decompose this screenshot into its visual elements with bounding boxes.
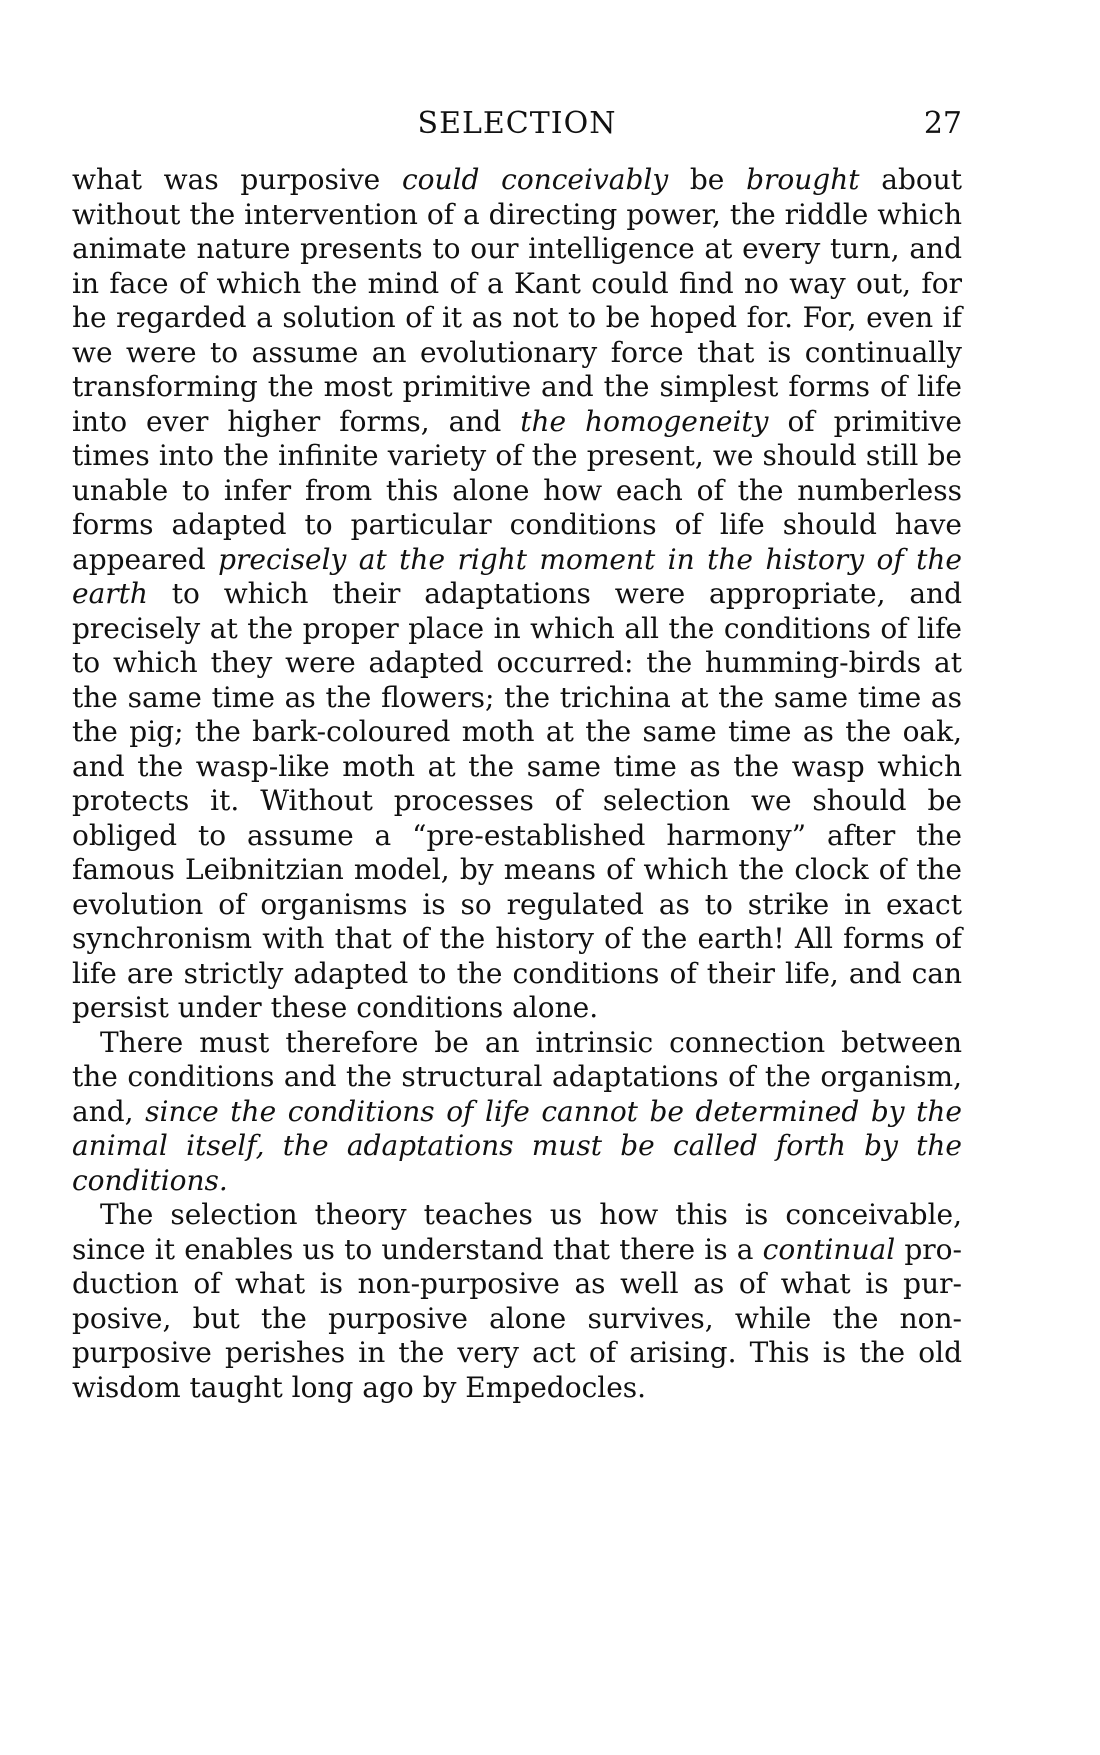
running-head: [72, 104, 962, 144]
italic-text: since the conditions of life cannot be determined by the animal itself, the adaptations must be called forth by the conditions.: [72, 1094, 963, 1197]
text-run: what was purposive: [72, 163, 402, 196]
text-run: production of what is non-purposive as well as of what is purposive, but the purposive alone survives, while the non-purposive perishes in the very act of arising. This is the old wisdom taught long ago by Empedocles.: [72, 1232, 962, 1404]
text-run: to which their adaptations were appropriate, and precisely at the proper place in which all the conditions of life to which they were adapted occurred: the humming-birds at the same time as the flowers; the trichina at the same time as the pig; the bark-coloured moth at the same time as the oak, and the wasp-like moth at the same time as the wasp which protects it. Without processes of selection we should be obliged to assume a “pre-established harmony” after the famous Leibnitzian model, by means of which the clock of the evolution of organisms is so regulated as to strike in exact synchronism with that of the history of the earth! All forms of life are strictly adapted to the conditions of their life, and can persist under these conditions alone.: [72, 577, 962, 1024]
paragraph-3: [72, 1198, 962, 1405]
italic-text: the homogeneity: [520, 404, 769, 438]
italic-text: could conceivably: [401, 163, 669, 196]
body-text: [72, 163, 962, 1405]
text-run: be: [668, 163, 747, 196]
italic-text: continual: [762, 1232, 896, 1266]
paragraph-2: [72, 1026, 962, 1199]
page-number: 27: [923, 106, 962, 141]
text-run: There must therefore be an intrinsic connection between the conditions and the structural adaptations of the organism, and,: [72, 1025, 962, 1128]
running-title: SELECTION: [417, 106, 617, 141]
text-run: of primitive times into the infinite variety of the present, we should still be unable to infer from this alone how each of the numberless forms adapted to particular conditions of life should have appeared: [72, 404, 962, 576]
text-run: The selection theory teaches us how this is conceivable, since it enables us to understand that there is a: [72, 1198, 962, 1266]
text-run: about without the intervention of a directing power, the riddle which animate nature presents to our intelligence at every turn, and in face of which the mind of a Kant could find no way out, for he regarded a solution of it as not to be hoped for. For, even if we were to assume an evolutionary force that is continually transforming the most primitive and the simplest forms of life into ever higher forms, and: [72, 163, 963, 438]
italic-text: precisely at the right moment in the history of the earth: [72, 542, 962, 610]
paragraph-1: [72, 163, 962, 1026]
italic-text: brought: [746, 163, 860, 196]
